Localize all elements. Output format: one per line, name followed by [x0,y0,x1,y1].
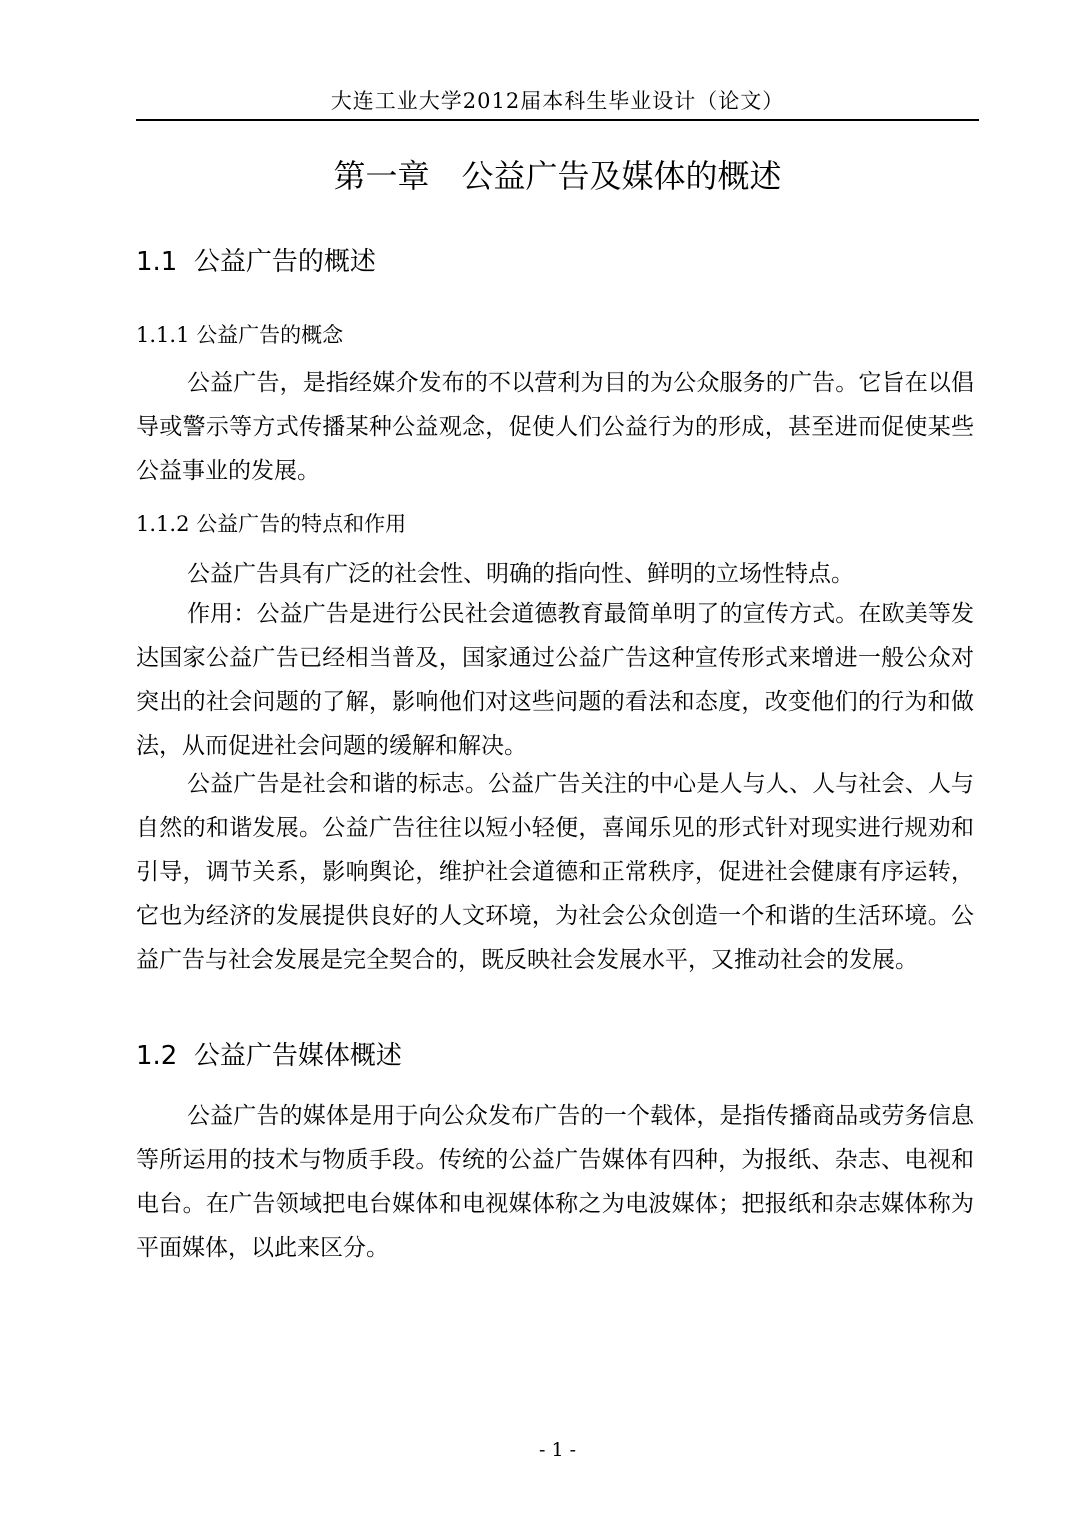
page-number: - 1 - [538,1439,576,1461]
paragraph-function: 作用：公益广告是进行公民社会道德教育最简单明了的宣传方式。在欧美等发达国家公益广告已经相当普及，国家通过公益广告这种宣传形式来增进一般公众对突出的社会问题的了解，影响他们对这些问题的看法和态度，改变他们的行为和做法，从而促进社会问题的缓解和解决。 [136,601,974,759]
header-rule [136,119,979,121]
section-heading-1-2: 1.2 公益广告媒体概述 [136,1041,402,1071]
chapter-title: 第一章 公益广告及媒体的概述 [333,157,782,195]
paragraph-features: 公益广告具有广泛的社会性、明确的指向性、鲜明的立场性特点。 [187,561,854,587]
running-header: 大连工业大学2012届本科生毕业设计（论文） [330,89,785,113]
paragraph-harmony: 公益广告是社会和谐的标志。公益广告关注的中心是人与人、人与社会、人与自然的和谐发展。公益广告往往以短小轻便，喜闻乐见的形式针对现实进行规劝和引导，调节关系，影响舆论，维护社会道德和正常秩序，促进社会健康有序运转，它也为经济的发展提供良好的人文环境，为社会公众创造一个和谐的生活环境。公益广告与社会发展是完全契合的，既反映社会发展水平，又推动社会的发展。 [136,771,974,973]
paragraph-concept: 公益广告，是指经媒介发布的不以营利为目的为公众服务的广告。它旨在以倡导或警示等方式传播某种公益观念，促使人们公益行为的形成，甚至进而促使某些公益事业的发展。 [136,370,974,484]
paragraph-media: 公益广告的媒体是用于向公众发布广告的一个载体，是指传播商品或劳务信息等所运用的技术与物质手段。传统的公益广告媒体有四种，为报纸、杂志、电视和电台。在广告领域把电台媒体和电视媒体称之为电波媒体；把报纸和杂志媒体称为平面媒体，以此来区分。 [136,1103,974,1261]
subsection-heading-1-1-2: 1.1.2 公益广告的特点和作用 [136,512,407,536]
subsection-heading-1-1-1: 1.1.1 公益广告的概念 [136,323,344,347]
section-heading-1-1: 1.1 公益广告的概述 [136,247,376,277]
